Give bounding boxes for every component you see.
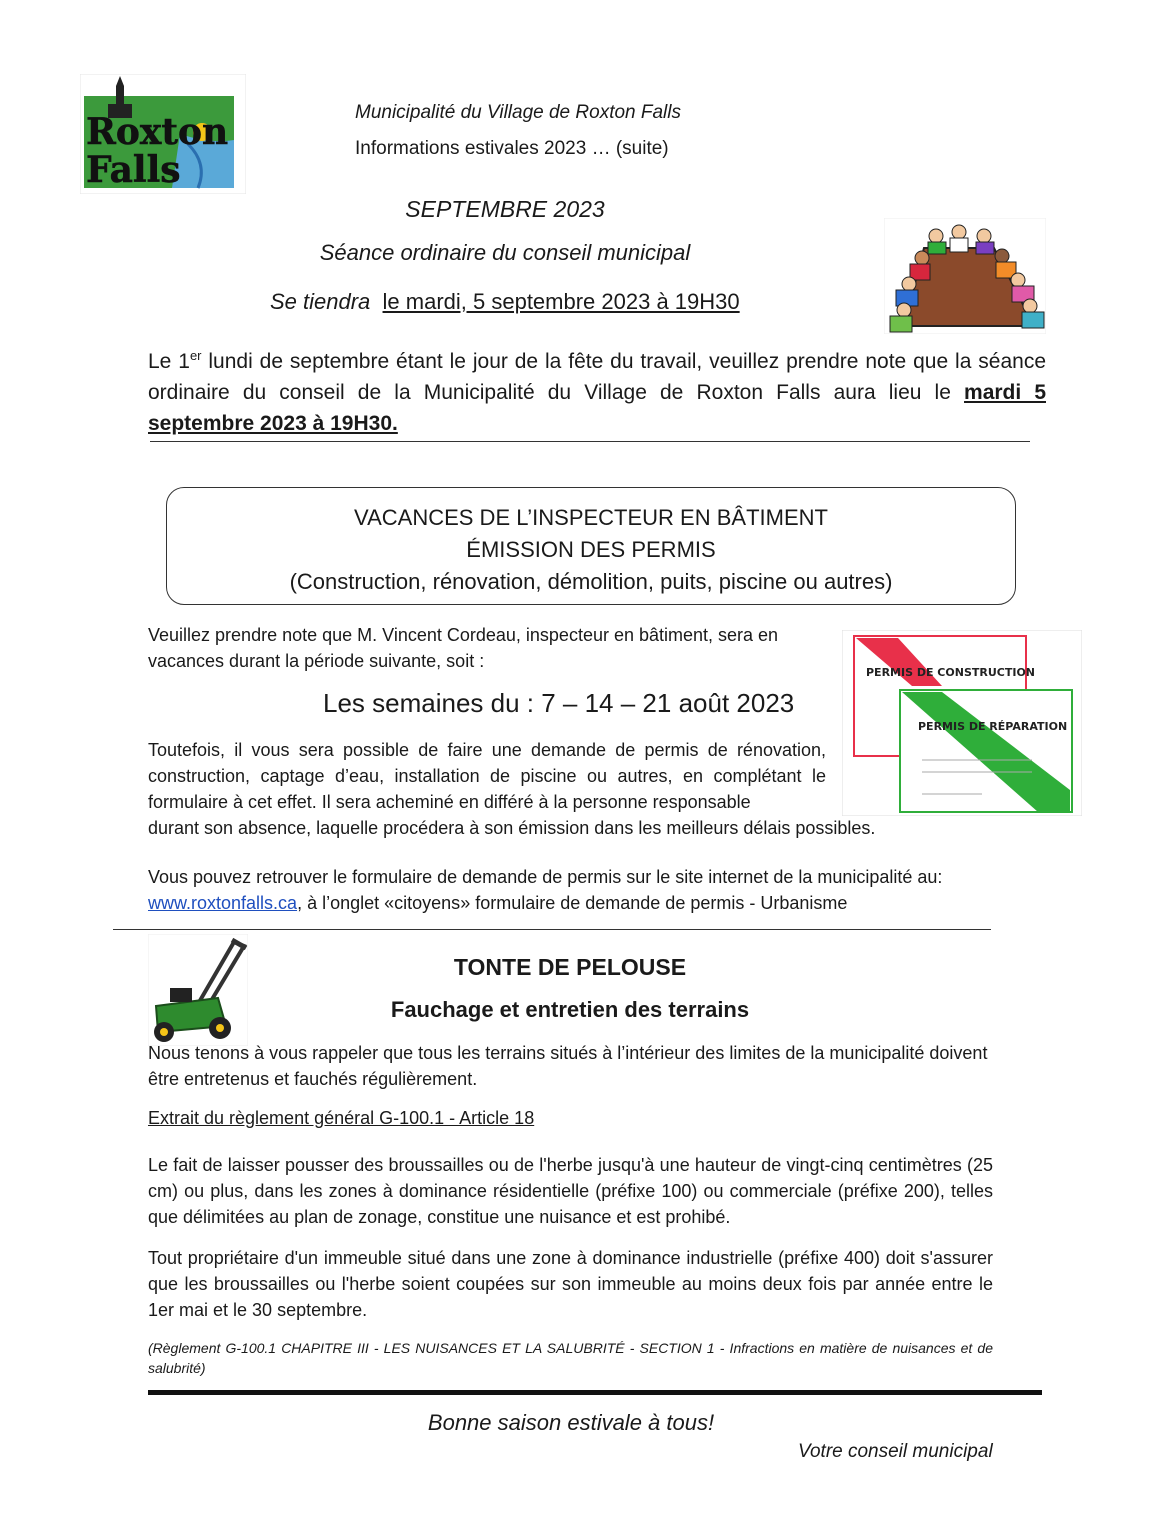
thick-divider <box>148 1390 1042 1395</box>
inspector-box-line3: (Construction, rénovation, démolition, puits, piscine ou autres) <box>289 569 893 594</box>
divider-line-2 <box>113 929 991 930</box>
inspector-vacation-box <box>166 487 1016 605</box>
municipality-website-link[interactable]: www.roxtonfalls.ca <box>148 893 298 913</box>
season-greeting: Bonne saison estivale à tous! <box>427 1410 715 1435</box>
bylaw-note: (Règlement G-100.1 CHAPITRE III - LES NUISANCES ET LA SALUBRITÉ - SECTION 1 - Infractions en matière de nuisances et de salubrité) <box>148 1340 993 1376</box>
roxton-falls-logo <box>80 74 246 194</box>
para-text-a: Le 1 <box>148 350 190 373</box>
summer-info-heading: Informations estivales 2023 … (suite) <box>355 138 669 159</box>
para-meeting-date: mardi 5 septembre 2023 à 19H30. <box>148 381 1046 435</box>
inspector-paragraph-3 <box>148 864 993 916</box>
council-signature: Votre conseil municipal <box>798 1441 993 1462</box>
logo-text-roxton: Roxton <box>86 111 229 153</box>
lawn-paragraph-2: Le fait de laisser pousser des broussailles ou de l'herbe jusqu'à une hauteur de vingt-cinq centimètres (25 cm) ou plus, dans les zones à dominance résidentielle (préfixe 100) ou commerciale (préfixe 200), telles que délimitées au plan de zonage, constitue une nuisance et est prohibé. <box>148 1155 993 1227</box>
form-text-a: Vous pouvez retrouver le formulaire de demande de permis sur le site internet de la municipalité au: <box>148 867 943 887</box>
meeting-date: le mardi, 5 septembre 2023 à 19H30 <box>382 289 740 314</box>
lawn-mower-illustration <box>148 934 248 1046</box>
inspector-paragraph-2-end: durant son absence, laquelle procédera à son émission dans les meilleurs délais possibles. <box>148 818 876 838</box>
lawn-paragraph-1: Nous tenons à vous rappeler que tous les terrains situés à l’intérieur des limites de la municipalité doivent être entretenus et fauchés régulièrement. <box>148 1043 988 1089</box>
municipality-heading: Municipalité du Village de Roxton Falls <box>355 102 681 123</box>
bylaw-reference: Extrait du règlement général G-100.1 - Article 18 <box>148 1108 535 1128</box>
para-text-b: lundi de septembre étant le jour de la fête du travail, veuillez prendre note que la séance ordinaire du conseil de la Municipalité du Village de Roxton Falls aura lieu le <box>148 350 1047 404</box>
inspector-paragraph-2: Toutefois, il vous sera possible de faire une demande de permis de rénovation, construction, captage d’eau, installation de piscine ou autres, en complétant le formulaire à cet effet. Il sera acheminé en différé à la personne responsable <box>148 740 826 812</box>
permits-illustration <box>842 630 1082 816</box>
council-meeting-illustration <box>884 218 1046 334</box>
permit-construction-label: PERMIS DE CONSTRUCTION <box>866 666 1035 679</box>
september-paragraph <box>148 340 1046 439</box>
september-title: SEPTEMBRE 2023 <box>405 196 605 222</box>
form-text-b: , à l’onglet « <box>297 893 395 913</box>
september-subtitle: Séance ordinaire du conseil municipal <box>319 240 691 265</box>
inspector-box-line1: VACANCES DE L’INSPECTEUR EN BÂTIMENT <box>354 505 828 530</box>
meeting-date-line <box>270 289 740 315</box>
inspector-box-line2: ÉMISSION DES PERMIS <box>466 537 716 562</box>
lawn-paragraph-3: Tout propriétaire d'un immeuble situé dans une zone à dominance industrielle (préfixe 400) doit s'assurer que les broussailles ou l'herbe soient coupées sur son immeuble au moins deux fois par année entre le 1er mai et le 30 septembre. <box>148 1248 993 1320</box>
vacation-weeks: Les semaines du : 7 – 14 – 21 août 2023 <box>323 688 795 718</box>
lawn-mowing-title: TONTE DE PELOUSE <box>453 954 687 980</box>
permit-repair-label: PERMIS DE RÉPARATION <box>918 720 1068 733</box>
form-text-c: » formulaire de demande de permis - Urbanisme <box>460 893 848 913</box>
ordinal-suffix: er <box>189 348 202 363</box>
logo-text-falls: Falls <box>86 149 181 191</box>
meeting-date-prefix: Se tiendra <box>270 289 371 314</box>
lawn-mowing-subtitle: Fauchage et entretien des terrains <box>390 997 750 1022</box>
citoyens-tab-name: citoyens <box>394 893 461 913</box>
divider-line <box>150 441 1030 442</box>
inspector-paragraph-1: Veuillez prendre note que M. Vincent Cordeau, inspecteur en bâtiment, sera en vacances durant la période suivante, soit : <box>148 625 779 671</box>
